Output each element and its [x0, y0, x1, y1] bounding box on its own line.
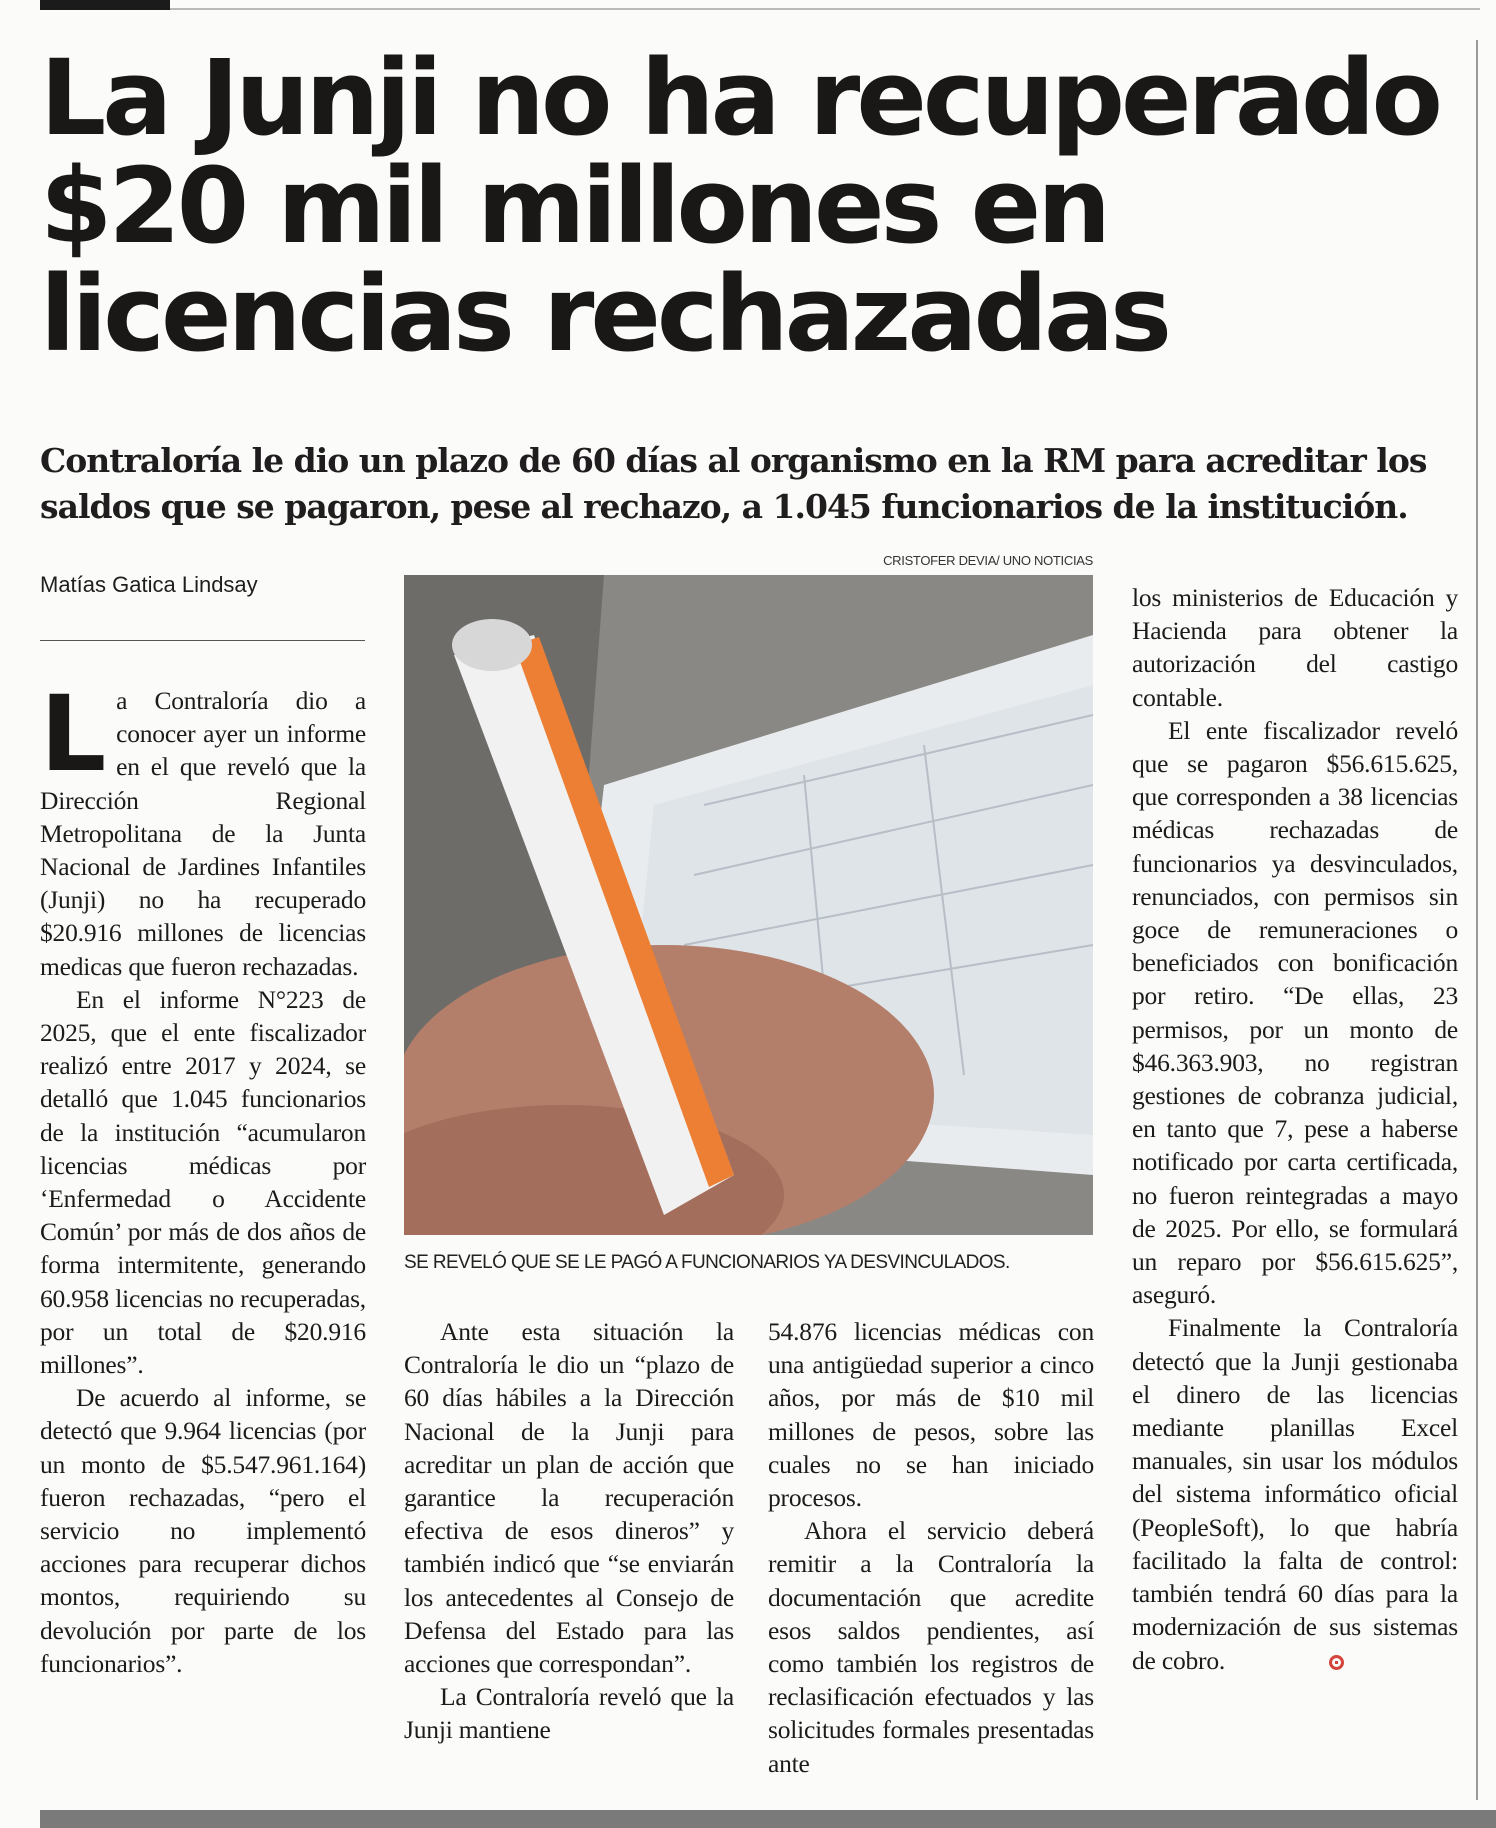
paragraph-text: a Contraloría dio a conocer ayer un informe en el que reveló que la Dirección Regional Metropolitana de la Junta Nacional de Jardines Infantiles (Junji) no ha recuperado $20.916 millones de licencias medicas que fueron rechazadas.	[40, 686, 366, 981]
column-4	[1132, 581, 1458, 1677]
paragraph: 54.876 licencias médicas con una antigüedad superior a cinco años, por más de $10 mil millones de pesos, sobre las cuales no se han iniciado procesos.	[768, 1317, 1094, 1513]
lead-paragraph	[40, 673, 366, 983]
photo-illustration	[404, 575, 1093, 1235]
end-of-article-icon	[1329, 1655, 1344, 1670]
paragraph: Ahora el servicio deberá remitir a la Contraloría la documentación que acredite esos saldos pendientes, así como también los registros de reclasificación efectuados y las solicitudes formales presentadas ante	[768, 1516, 1094, 1778]
paragraph: En el informe N°223 de 2025, que el ente fiscalizador realizó entre 2017 y 2024, se detalló que 1.045 funcionarios de la institución “acumularon licencias médicas por ‘Enfermedad o Accidente Común’ por más de dos años de forma intermitente, generando 60.958 licencias no recuperadas, por un total de $20.916 millones”.	[40, 984, 366, 1380]
column-2	[404, 1315, 734, 1747]
paragraph: Ante esta situación la Contraloría le dio un “plazo de 60 días hábiles a la Dirección Nacional de la Junji para acreditar un plan de acción que garantice la recuperación efectiva de esos dineros” y también indicó que “se enviarán los antecedentes al Consejo de Defensa del Estado para las acciones que correspondan”.	[404, 1317, 734, 1679]
paragraph-text: Finalmente la Contraloría detectó que la Junji gestionaba el dinero de las licencias mediante planillas Excel manuales, sin usar los módulos del sistema informático oficial (PeopleSoft), lo que habría facilitado la falta de control: también tendrá 60 días para la modernización de sus sistemas de cobro.	[1132, 1313, 1458, 1675]
paragraph: El ente fiscalizador reveló que se pagaron $56.615.625, que corresponden a 38 licencias médicas rechazadas de funcionarios ya desvinculados, renunciados, con permisos sin goce de remuneraciones o beneficiados con bonificación por retiro. “De ellas, 23 permisos, por un monto de $46.363.903, no registran gestiones de cobranza judicial, en tanto que 7, pese a haberse notificado por carta certificada, no fueron reintegradas a mayo de 2025. Por ello, se formulará un reparo por $56.615.625”, aseguró.	[1132, 715, 1458, 1310]
deck: Contraloría le dio un plazo de 60 días al organismo en la RM para acreditar los saldos que se pagaron, pese al rechazo, a 1.045 funcionarios de la institución.	[40, 441, 1427, 526]
paragraph: los ministerios de Educación y Hacienda para obtener la autorización del castigo contable.	[1132, 583, 1458, 712]
paragraph: De acuerdo al informe, se detectó que 9.964 licencias (por un monto de $5.547.961.164) fueron rechazadas, “pero el servicio no implementó acciones para recuperar dichos montos, requiriendo su devolución por parte de los funcionarios”.	[40, 1383, 366, 1678]
article-photo	[404, 575, 1093, 1235]
column-1	[40, 673, 366, 1680]
headline: La Junji no ha recuperado $20 mil millones en licencias rechazadas	[40, 37, 1439, 375]
bottom-band	[40, 1810, 1496, 1828]
dropcap: L	[40, 673, 107, 795]
photo-caption: SE REVELÓ QUE SE LE PAGÓ A FUNCIONARIOS YA DESVINCULADOS.	[404, 1252, 1010, 1273]
top-rule	[40, 8, 1480, 10]
paragraph-final	[1132, 1311, 1458, 1676]
byline-rule	[40, 640, 365, 641]
paragraph: La Contraloría reveló que la Junji mantiene	[404, 1682, 734, 1745]
photo-credit: CRISTOFER DEVIA/ UNO NOTICIAS	[883, 553, 1093, 568]
page-edge-rule	[1476, 40, 1478, 1800]
byline: Matías Gatica Lindsay	[40, 572, 258, 597]
section-tab	[40, 0, 170, 10]
column-3	[768, 1315, 1094, 1780]
